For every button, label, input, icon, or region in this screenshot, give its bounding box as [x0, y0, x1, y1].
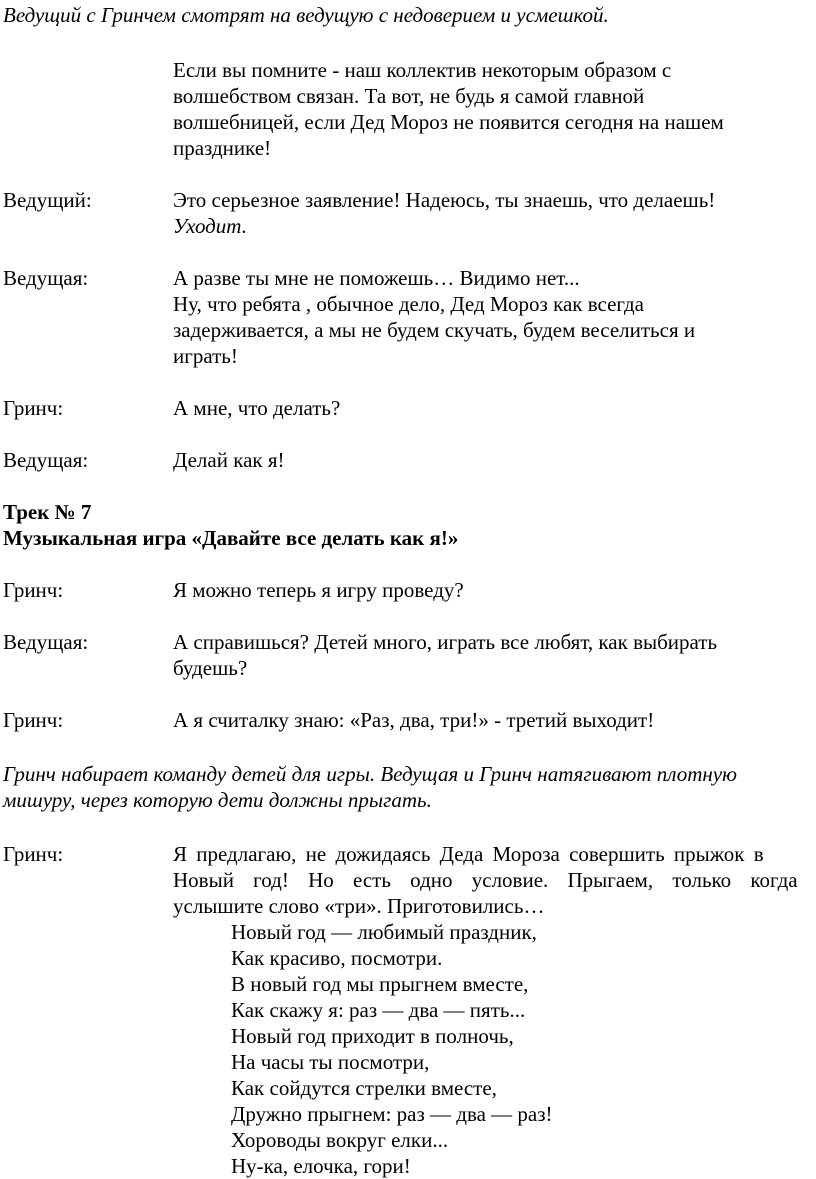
speech-line: играть!: [173, 344, 238, 368]
speech-text: [173, 707, 793, 733]
speech-line: А справишься? Детей много, играть все любят, как выбирать: [173, 630, 718, 654]
poem-line: Хороводы вокруг елки...: [231, 1128, 449, 1152]
speaker-name: Ведущий:: [3, 188, 92, 212]
speech-line: задерживается, а мы не будем скучать, будем веселиться и: [173, 318, 696, 342]
stage-direction-intro: Ведущий с Гринчем смотрят на ведущую с недоверием и усмешкой.: [3, 3, 609, 27]
speech-line: А разве ты мне не поможешь… Видимо нет...: [173, 266, 580, 290]
speaker-name: Гринч:: [3, 842, 64, 866]
poem-line: Как скажу я: раз — два — пять...: [231, 998, 526, 1022]
poem-line: Новый год — любимый праздник,: [231, 920, 537, 944]
speaker-name: Гринч:: [3, 396, 64, 420]
speech-text: [173, 187, 793, 239]
dialogue-row: [3, 577, 793, 603]
speech-line: Ну, что ребята , обычное дело, Дед Мороз как всегда: [173, 292, 645, 316]
speech-text: [173, 447, 793, 473]
speech-line: А я считалку знаю: «Раз, два, три!» - третий выходит!: [173, 708, 655, 732]
speech-text: [173, 395, 793, 421]
speaker-name: Ведущая:: [3, 266, 89, 290]
speech-text: [173, 577, 793, 603]
speech-text: [173, 629, 793, 681]
speaker-empty: [3, 57, 173, 161]
poem-line: Дружно прыгнем: раз — два — раз!: [231, 1102, 553, 1126]
speech-line: Это серьезное заявление! Надеюсь, ты знаешь, что делаешь!: [173, 188, 716, 212]
speaker-name: Гринч:: [3, 578, 64, 602]
dialogue-row: [3, 265, 793, 369]
track-title: Музыкальная игра «Давайте все делать как я!»: [3, 526, 459, 550]
poem-line: Новый год приходит в полночь,: [231, 1024, 514, 1048]
poem-line: Как красиво, посмотри.: [231, 946, 443, 970]
poem-line: Как сойдутся стрелки вместе,: [231, 1076, 497, 1100]
dialogue-row: [3, 707, 793, 733]
dialogue-row-final: [3, 841, 816, 1179]
monologue-text: [173, 57, 793, 161]
monologue-block: [3, 57, 793, 161]
poem-line: Ну-ка, елочка, гори!: [231, 1154, 411, 1178]
speech-text: [173, 265, 793, 369]
stage-direction-game: [3, 761, 816, 813]
monologue-line: Если вы помните - наш коллектив некоторым образом с: [173, 58, 672, 82]
speech-line: услышите слово «три». Приготовились…: [173, 894, 545, 918]
poem-line: На часы ты посмотри,: [231, 1050, 430, 1074]
speech-line: Я предлагаю, не дожидаясь Деда Мороза совершить прыжок в: [173, 842, 764, 866]
stage-direction-line: Гринч набирает команду детей для игры. Ведущая и Гринч натягивают плотную: [3, 762, 737, 786]
monologue-line: празднике!: [173, 136, 272, 160]
monologue-line: волшебницей, если Дед Мороз не появится сегодня на нашем: [173, 110, 724, 134]
speech-text: [173, 841, 816, 1179]
monologue-line: волшебством связан. Та вот, не будь я самой главной: [173, 84, 645, 108]
speaker-name: Ведущая:: [3, 448, 89, 472]
track-number: Трек № 7: [3, 500, 92, 524]
poem: [231, 919, 816, 1179]
speech-line: Делай как я!: [173, 448, 285, 472]
stage-direction-inline: Уходит.: [173, 214, 247, 238]
dialogue-row: [3, 447, 793, 473]
dialogue-row: [3, 629, 793, 681]
speech-line: будешь?: [173, 656, 248, 680]
speaker-name: Ведущая:: [3, 630, 89, 654]
stage-direction-line: мишуру, через которую дети должны прыгать.: [3, 788, 432, 812]
speech-line: Новый год! Но есть одно условие. Прыгаем, только когда: [173, 868, 798, 892]
dialogue-row: [3, 395, 793, 421]
speech-line: Я можно теперь я игру проведу?: [173, 578, 464, 602]
speaker-name: Гринч:: [3, 708, 64, 732]
poem-line: В новый год мы прыгнем вместе,: [231, 972, 529, 996]
speech-line: А мне, что делать?: [173, 396, 341, 420]
dialogue-row: [3, 187, 793, 239]
